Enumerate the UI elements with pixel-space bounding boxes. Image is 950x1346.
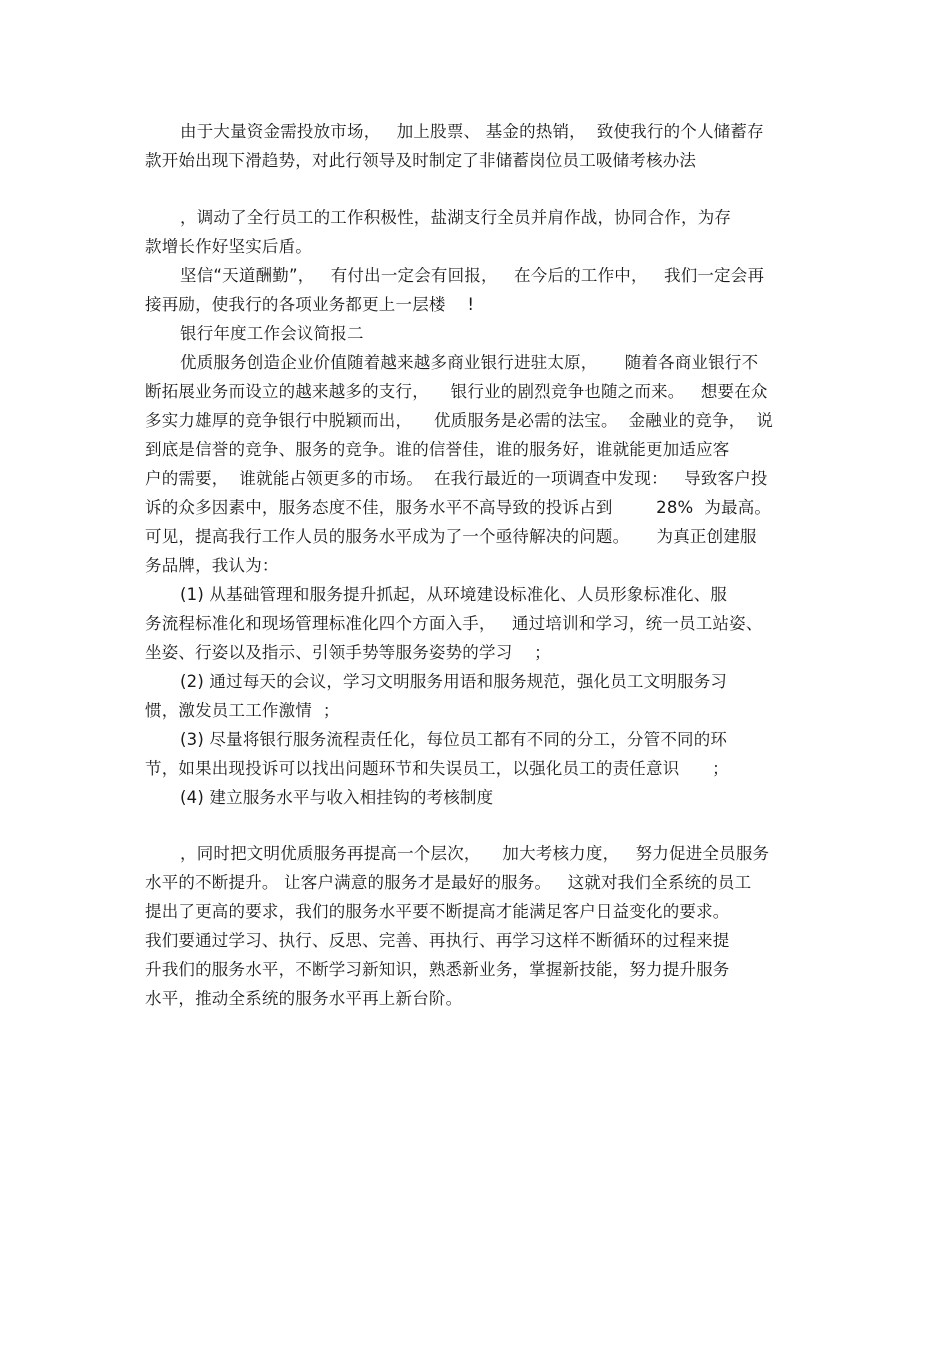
text-line: 惯，激发员工工作激情 ； xyxy=(145,701,340,720)
text-line: ，调动了全行员工的工作积极性，盐湖支行全员并肩作战，协同合作，为存 xyxy=(180,208,732,227)
list-item: (3) 尽量将银行服务流程责任化，每位员工都有不同的分工，分管不同的环 xyxy=(180,730,728,749)
text-line: 由于大量资金需投放市场， 加上股票、 基金的热销， 致使我行的个人储蓄存 xyxy=(180,122,764,141)
list-item: (2) 通过每天的会议，学习文明服务用语和服务规范，强化员工文明服务习 xyxy=(180,672,728,691)
text-line: 升我们的服务水平，不断学习新知识，熟悉新业务，掌握新技能，努力提升服务 xyxy=(145,960,730,979)
text-line: 节，如果出现投诉可以找出问题环节和失误员工，以强化员工的责任意识 ； xyxy=(145,759,729,778)
text-line: 我们要通过学习、执行、反思、完善、再执行、再学习这样不断循环的过程来提 xyxy=(145,931,730,950)
text-line: 接再励，使我行的各项业务都更上一层楼 ! xyxy=(145,295,475,314)
text-line: 诉的众多因素中，服务态度不佳，服务水平不高导致的投诉占到 28% 为最高。 xyxy=(145,498,772,517)
text-line: 坚信“天道酬勤”， 有付出一定会有回报， 在今后的工作中， 我们一定会再 xyxy=(180,266,765,285)
text-line: 优质服务创造企业价值随着越来越多商业银行进驻太原， 随着各商业银行不 xyxy=(180,353,759,372)
text-line: 户的需要， 谁就能占领更多的市场。 在我行最近的一项调查中发现： 导致客户投 xyxy=(145,469,768,488)
text-line: 坐姿、行姿以及指示、引领手势等服务姿势的学习 ； xyxy=(145,643,551,662)
text-line: 款开始出现下滑趋势，对此行领导及时制定了非储蓄岗位员工吸储考核办法 xyxy=(145,151,697,170)
list-item: (4) 建立服务水平与收入相挂钩的考核制度 xyxy=(180,788,494,807)
text-line: 水平，推动全系统的服务水平再上新台阶。 xyxy=(145,989,463,1008)
section-heading: 银行年度工作会议简报二 xyxy=(180,324,364,343)
text-line: 到底是信誉的竞争、服务的竞争。谁的信誉佳，谁的服务好，谁就能更加适应客 xyxy=(145,440,730,459)
text-line: 水平的不断提升。 让客户满意的服务才是最好的服务。 这就对我们全系统的员工 xyxy=(145,873,752,892)
text-line: 可见，提高我行工作人员的服务水平成为了一个亟待解决的问题。 为真正创建服 xyxy=(145,527,757,546)
text-line: 断拓展业务而设立的越来越多的支行， 银行业的剧烈竞争也随之而来。 想要在众 xyxy=(145,382,768,401)
text-line: 务流程标准化和现场管理标准化四个方面入手， 通过培训和学习，统一员工站姿、 xyxy=(145,614,763,633)
text-line: 多实力雄厚的竞争银行中脱颖而出， 优质服务是必需的法宝。 金融业的竞争， 说 xyxy=(145,411,774,430)
text-line: ，同时把文明优质服务再提高一个层次， 加大考核力度， 努力促进全员服务 xyxy=(180,844,770,863)
text-line: 提出了更高的要求，我们的服务水平要不断提高才能满足客户日益变化的要求。 xyxy=(145,902,730,921)
list-item: (1) 从基础管理和服务提升抓起，从环境建设标准化、人员形象标准化、服 xyxy=(180,585,728,604)
text-line: 务品牌，我认为： xyxy=(145,556,279,575)
text-line: 款增长作好坚实后盾。 xyxy=(145,237,312,256)
